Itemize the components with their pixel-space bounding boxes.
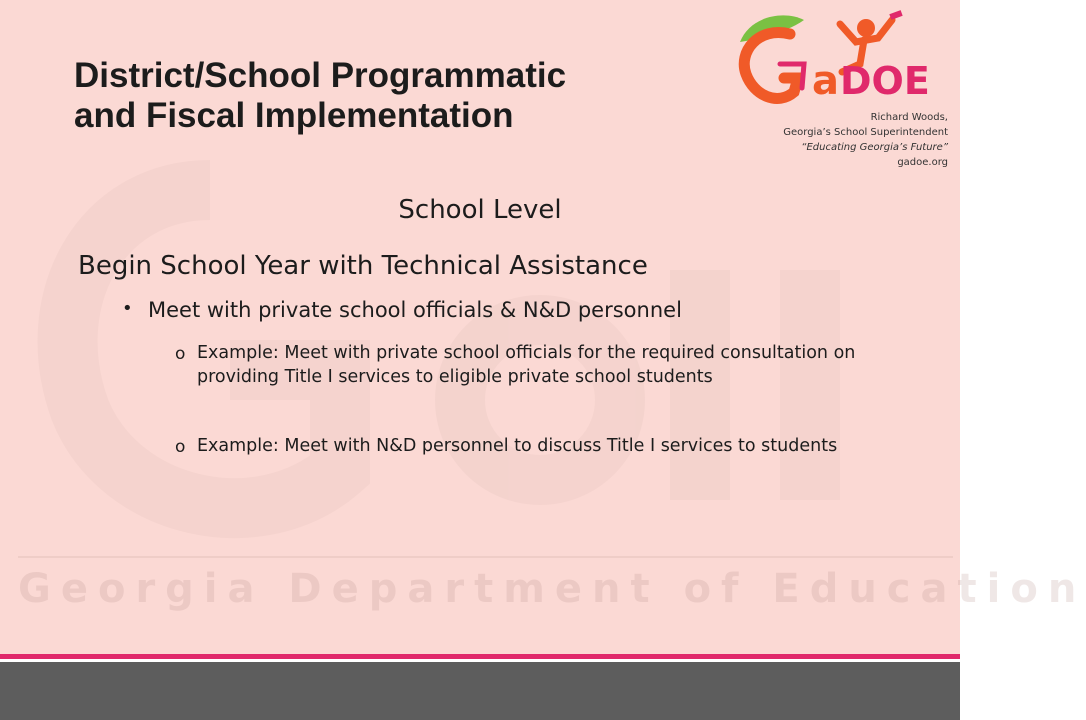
credit-motto: “Educating Georgia’s Future” [801,142,948,153]
sub-bullet-text: Example: Meet with private school officials for the required consultation on providing Title I services to eligible private school students [197,343,856,387]
credit-role: Georgia’s School Superintendent [783,127,948,138]
credit-name: Richard Woods, [870,112,948,123]
watermark-divider [18,556,953,558]
bullet-dot-icon: • [122,298,133,319]
gadoe-logo [732,8,954,108]
credit-website: gadoe.org [897,157,948,168]
superintendent-credits [688,110,948,170]
section-heading: Begin School Year with Technical Assistance [78,251,648,281]
logo-text: a [812,58,839,104]
footer-bar [0,662,960,720]
sub-bullet-marker: o [175,437,186,457]
slide-title [74,56,714,136]
svg-text:DOE: DOE [840,59,930,103]
bullet-text: Meet with private school officials & N&D personnel [148,298,682,322]
sub-bullet-marker: o [175,344,186,364]
title-line-1: District/School Programmatic [74,56,567,95]
title-line-2: and Fiscal Implementation [74,96,514,135]
sub-bullet-text: Example: Meet with N&D personnel to discuss Title I services to students [197,436,838,456]
watermark-text: Georgia Department of Education [18,566,1086,612]
slide-subtitle: School Level [398,195,562,225]
